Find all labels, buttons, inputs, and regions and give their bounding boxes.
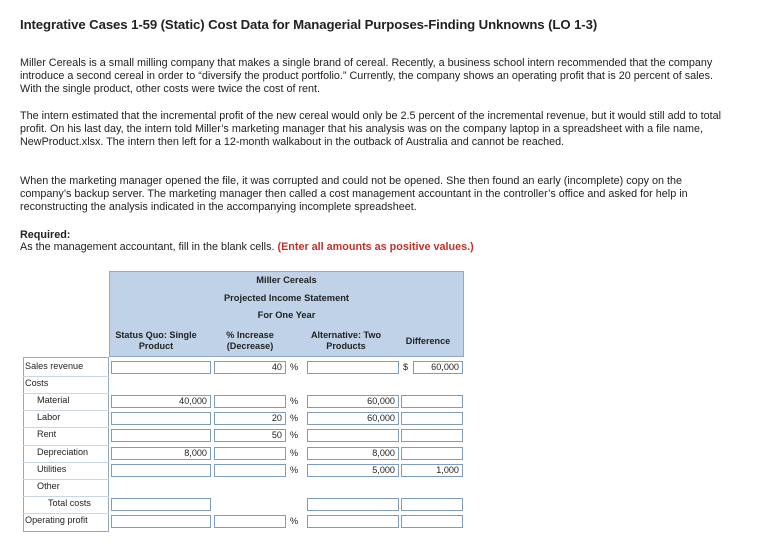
- alternative-input-rent[interactable]: [307, 429, 399, 442]
- difference-input-utilities[interactable]: 1,000: [401, 464, 463, 477]
- paragraph-intro: Miller Cereals is a small milling company that makes a single brand of cereal. Recently, a business school intern recommended that the company introduce a second cereal in order to “diversify the product portfolio.” Currently, the company shows an operating profit that is 20 percent of sales. With the single product, other costs were twice the cost of rent.: [20, 57, 713, 95]
- statement-name: Projected Income Statement: [223, 293, 350, 303]
- pct-input-rent[interactable]: 50: [214, 429, 286, 442]
- alternative-input-utilities[interactable]: 5,000: [307, 464, 399, 477]
- difference-input-depreciation[interactable]: [401, 447, 463, 460]
- pct-input-operating-profit[interactable]: [214, 515, 286, 528]
- row-divider: [23, 462, 109, 463]
- difference-input-sales-revenue[interactable]: 60,000: [413, 361, 463, 374]
- row-divider: [23, 410, 109, 411]
- row-label-other: Other: [37, 480, 60, 491]
- difference-input-labor[interactable]: [401, 412, 463, 425]
- alternative-input-sales-revenue[interactable]: [307, 361, 399, 374]
- alternative-input-total-costs[interactable]: [307, 498, 399, 511]
- percent-sign: %: [290, 362, 299, 372]
- alternative-input-material[interactable]: 60,000: [307, 395, 399, 408]
- status-quo-input-labor[interactable]: [111, 412, 211, 425]
- percent-sign: %: [290, 447, 299, 458]
- percent-sign: %: [290, 413, 299, 424]
- col-header-status-quo: Status Quo: Single Product: [115, 330, 197, 351]
- percent-sign: %: [290, 515, 299, 526]
- company-name: Miller Cereals: [256, 275, 317, 285]
- pct-input-sales-revenue[interactable]: 40: [214, 361, 286, 374]
- pct-input-depreciation[interactable]: [214, 447, 286, 460]
- row-label-utilities: Utilities: [37, 463, 67, 474]
- row-divider: [23, 445, 109, 446]
- status-quo-input-sales-revenue[interactable]: [111, 361, 211, 374]
- alternative-input-operating-profit[interactable]: [307, 515, 399, 528]
- row-label-labor: Labor: [37, 412, 61, 423]
- worksheet-header: [109, 271, 464, 357]
- required-instructions: [20, 241, 474, 253]
- percent-sign: %: [290, 464, 299, 475]
- income-statement-worksheet: [23, 271, 464, 532]
- difference-input-operating-profit[interactable]: [401, 515, 463, 528]
- pct-input-material[interactable]: [214, 395, 286, 408]
- row-label-depreciation: Depreciation: [37, 446, 89, 457]
- paragraph-intern: The intern estimated that the incremental profit of the new cereal would only be 2.5 percent of the incremental revenue, but it would still add to total profit. On his last day, the intern told Miller’s marketing manager that his analysis was on the company laptop in a spreadsheet with a file name, NewProduct.xlsx. The intern then left for a 12-month walkabout in the outback of Australia and cannot be reached.: [20, 110, 721, 148]
- required-label: Required:: [20, 229, 71, 241]
- col-header-alternative: Alternative: Two Products: [310, 330, 382, 351]
- row-divider: [23, 496, 109, 497]
- row-divider: [23, 513, 109, 514]
- row-label-operating-profit: Operating profit: [25, 514, 88, 525]
- pct-input-labor[interactable]: 20: [214, 412, 286, 425]
- row-divider: [23, 376, 109, 377]
- status-quo-input-total-costs[interactable]: [111, 498, 211, 511]
- status-quo-input-depreciation[interactable]: 8,000: [111, 447, 211, 460]
- required-text: As the management accountant, fill in the blank cells.: [20, 241, 275, 253]
- status-quo-input-rent[interactable]: [111, 429, 211, 442]
- row-label-rent: Rent: [37, 429, 57, 440]
- col-header-pct-change: % Increase (Decrease): [226, 330, 274, 351]
- page-title: Integrative Cases 1-59 (Static) Cost Data for Managerial Purposes-Finding Unknowns (LO 1-3): [20, 17, 598, 32]
- status-quo-input-operating-profit[interactable]: [111, 515, 211, 528]
- statement-period: For One Year: [257, 310, 316, 320]
- row-divider: [23, 393, 109, 394]
- row-label-material: Material: [37, 395, 70, 406]
- difference-input-rent[interactable]: [401, 429, 463, 442]
- dollar-sign: $: [403, 362, 409, 372]
- alternative-input-depreciation[interactable]: 8,000: [307, 447, 399, 460]
- status-quo-input-utilities[interactable]: [111, 464, 211, 477]
- alternative-input-labor[interactable]: 60,000: [307, 412, 399, 425]
- row-label-total-costs: Total costs: [48, 497, 91, 508]
- row-divider: [23, 479, 109, 480]
- col-header-difference: Difference: [405, 336, 451, 346]
- percent-sign: %: [290, 430, 299, 441]
- row-label-sales-revenue: Sales revenue: [25, 361, 84, 371]
- pct-input-utilities[interactable]: [214, 464, 286, 477]
- paragraph-backup: When the marketing manager opened the file, it was corrupted and could not be opened. She then found an early (incomplete) copy on the company’s backup server. The marketing manager then called a cost management accountant in the controller’s office and asked for help in reconstructing the analysis indicated in the accompanying incomplete spreadsheet.: [20, 175, 688, 213]
- difference-input-total-costs[interactable]: [401, 498, 463, 511]
- row-divider: [23, 427, 109, 428]
- row-label-costs: Costs: [25, 378, 49, 389]
- status-quo-input-material[interactable]: 40,000: [111, 395, 211, 408]
- required-emphasis: (Enter all amounts as positive values.): [277, 241, 474, 253]
- percent-sign: %: [290, 396, 299, 407]
- difference-input-material[interactable]: [401, 395, 463, 408]
